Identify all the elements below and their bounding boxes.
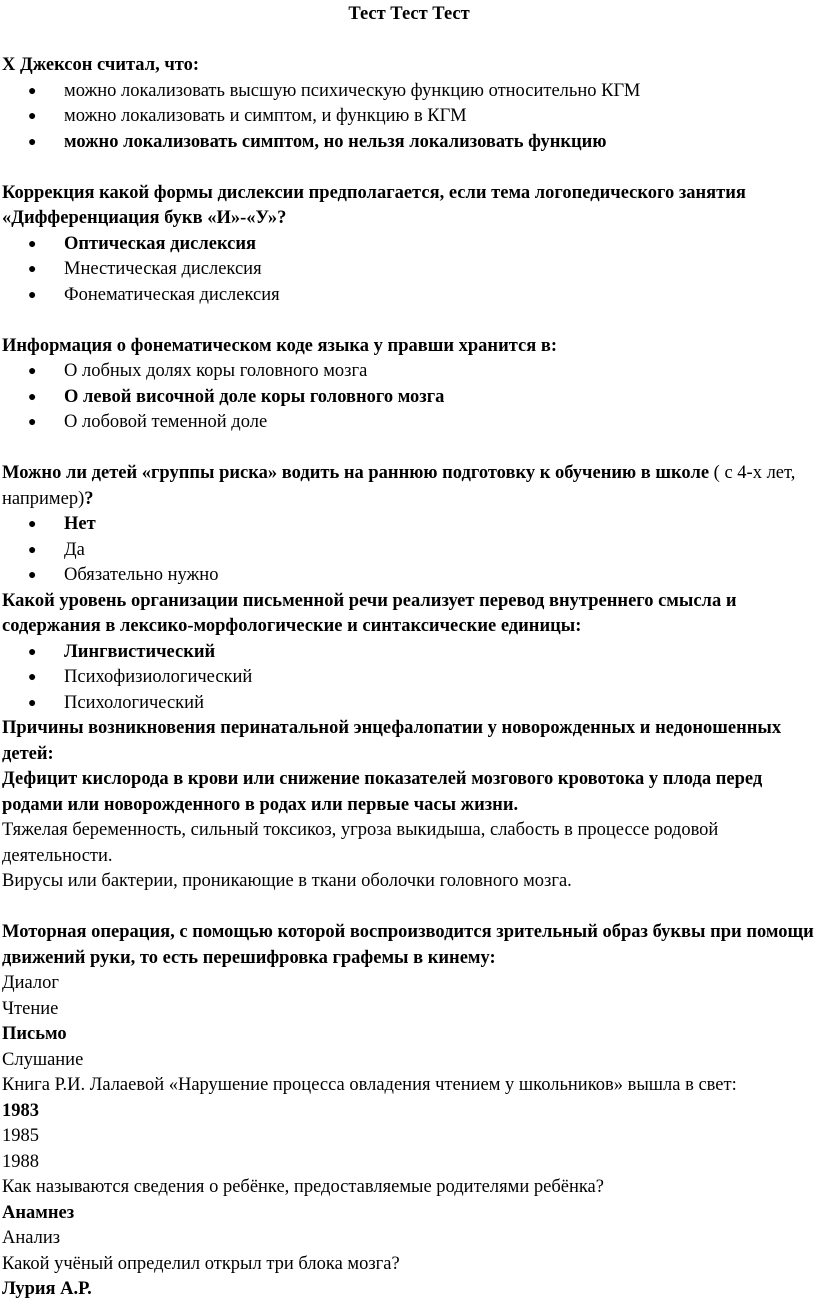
correct-option	[2, 232, 816, 258]
option-text: О лобовой теменной доле	[64, 412, 268, 432]
question-4-plain: ( с 4-х лет, например)	[2, 463, 796, 509]
bullet-icon: ●	[28, 262, 37, 277]
option	[2, 79, 816, 105]
correct-answer: Дефицит кислорода в крови или снижение показателей мозгового кровотока у плода перед родами или новорожденного в родах или первые часы жизни.	[2, 769, 763, 815]
correct-option	[2, 512, 816, 538]
bullet-icon: ●	[28, 364, 37, 379]
bullet-icon: ●	[28, 670, 37, 685]
answer: Чтение	[2, 998, 59, 1019]
option-text: Фонематическая дислексия	[64, 284, 280, 305]
bullet-icon: ●	[28, 695, 37, 711]
option-text: можно локализовать симптом, но нельзя локализовать функцию	[64, 131, 607, 152]
bullet-icon: ●	[28, 542, 37, 558]
correct-answer: Лурия А.Р.	[2, 1279, 92, 1299]
question-9: Как называются сведения о ребёнке, предоставляемые родителями ребёнка?	[2, 1177, 604, 1197]
option-text: Мнестическая дислексия	[64, 259, 262, 279]
option-text: можно локализовать высшую психическую функцию относительно КГМ	[64, 80, 641, 101]
option-text: Оптическая дислексия	[64, 233, 257, 254]
correct-option	[2, 385, 816, 411]
option-text: Нет	[64, 514, 96, 534]
bullet-icon: ●	[28, 517, 37, 532]
bullet-icon: ●	[28, 389, 37, 405]
option-text: Лингвистический	[64, 641, 216, 662]
option-text: О лобных долях коры головного мозга	[64, 361, 368, 381]
correct-answer: 1983	[2, 1100, 39, 1121]
option	[2, 257, 816, 283]
option-text: Психофизиологический	[64, 667, 253, 687]
bullet-icon: ●	[28, 83, 37, 99]
correct-option	[2, 130, 816, 156]
bullet-icon: ●	[28, 415, 37, 430]
bullet-icon: ●	[28, 287, 37, 303]
bullet-icon: ●	[28, 644, 37, 660]
question-4-bold: Можно ли детей «группы риска» водить на раннюю подготовку к обучению в школе	[2, 463, 710, 483]
correct-answer: Анамнез	[2, 1202, 75, 1223]
document-title: Тест Тест Тест	[348, 4, 470, 24]
option-text: О левой височной доле коры головного мозга	[64, 386, 445, 407]
answer: Диалог	[2, 973, 59, 993]
option-text: Психологический	[64, 692, 204, 713]
question-7: Моторная операция, с помощью которой воспроизводится зрительный образ буквы при помощи движений руки, то есть перешифровка графемы в кинему:	[2, 922, 814, 968]
option-text: Обязательно нужно	[64, 565, 219, 585]
question-6: Причины возникновения перинатальной энцефалопатии у новорожденных и недоношенных детей:	[2, 718, 782, 764]
bullet-icon: ●	[28, 109, 37, 124]
option-text: можно локализовать и симптом, и функцию в КГМ	[64, 106, 467, 126]
question-4-end: ?	[84, 488, 94, 509]
answer: Тяжелая беременность, сильный токсикоз, угроза выкидыша, слабость в процессе родовой деятельности.	[2, 820, 719, 866]
option	[2, 283, 816, 309]
answer: Анализ	[2, 1228, 61, 1248]
option	[2, 691, 816, 717]
option	[2, 563, 816, 589]
question-2: Коррекция какой формы дислексии предполагается, если тема логопедического занятия «Дифференциация букв «И»-«У»?	[2, 182, 746, 228]
question-10: Какой учёный определил открыл три блока мозга?	[2, 1253, 400, 1274]
option	[2, 359, 816, 385]
option	[2, 104, 816, 130]
option-text: Да	[64, 539, 85, 560]
question-3: Информация о фонематическом коде языка у правши хранится в:	[2, 335, 558, 356]
correct-option	[2, 640, 816, 666]
answer: Слушание	[2, 1049, 84, 1070]
question-8: Книга Р.И. Лалаевой «Нарушение процесса овладения чтением у школьников» вышла в свет:	[2, 1075, 737, 1095]
bullet-icon: ●	[28, 568, 37, 583]
option	[2, 410, 816, 436]
question-4	[2, 461, 816, 512]
option	[2, 665, 816, 691]
answer: 1985	[2, 1126, 39, 1146]
answer: 1988	[2, 1151, 39, 1172]
option	[2, 538, 816, 564]
answer: Вирусы или бактерии, проникающие в ткани оболочки головного мозга.	[2, 871, 572, 891]
bullet-icon: ●	[28, 236, 37, 252]
bullet-icon: ●	[28, 134, 37, 150]
question-5: Какой уровень организации письменной речи реализует перевод внутреннего смысла и содержания в лексико-морфологические и синтаксические единицы:	[2, 590, 737, 636]
question-1: Х Джексон считал, что:	[2, 55, 200, 75]
correct-answer: Письмо	[2, 1024, 67, 1044]
